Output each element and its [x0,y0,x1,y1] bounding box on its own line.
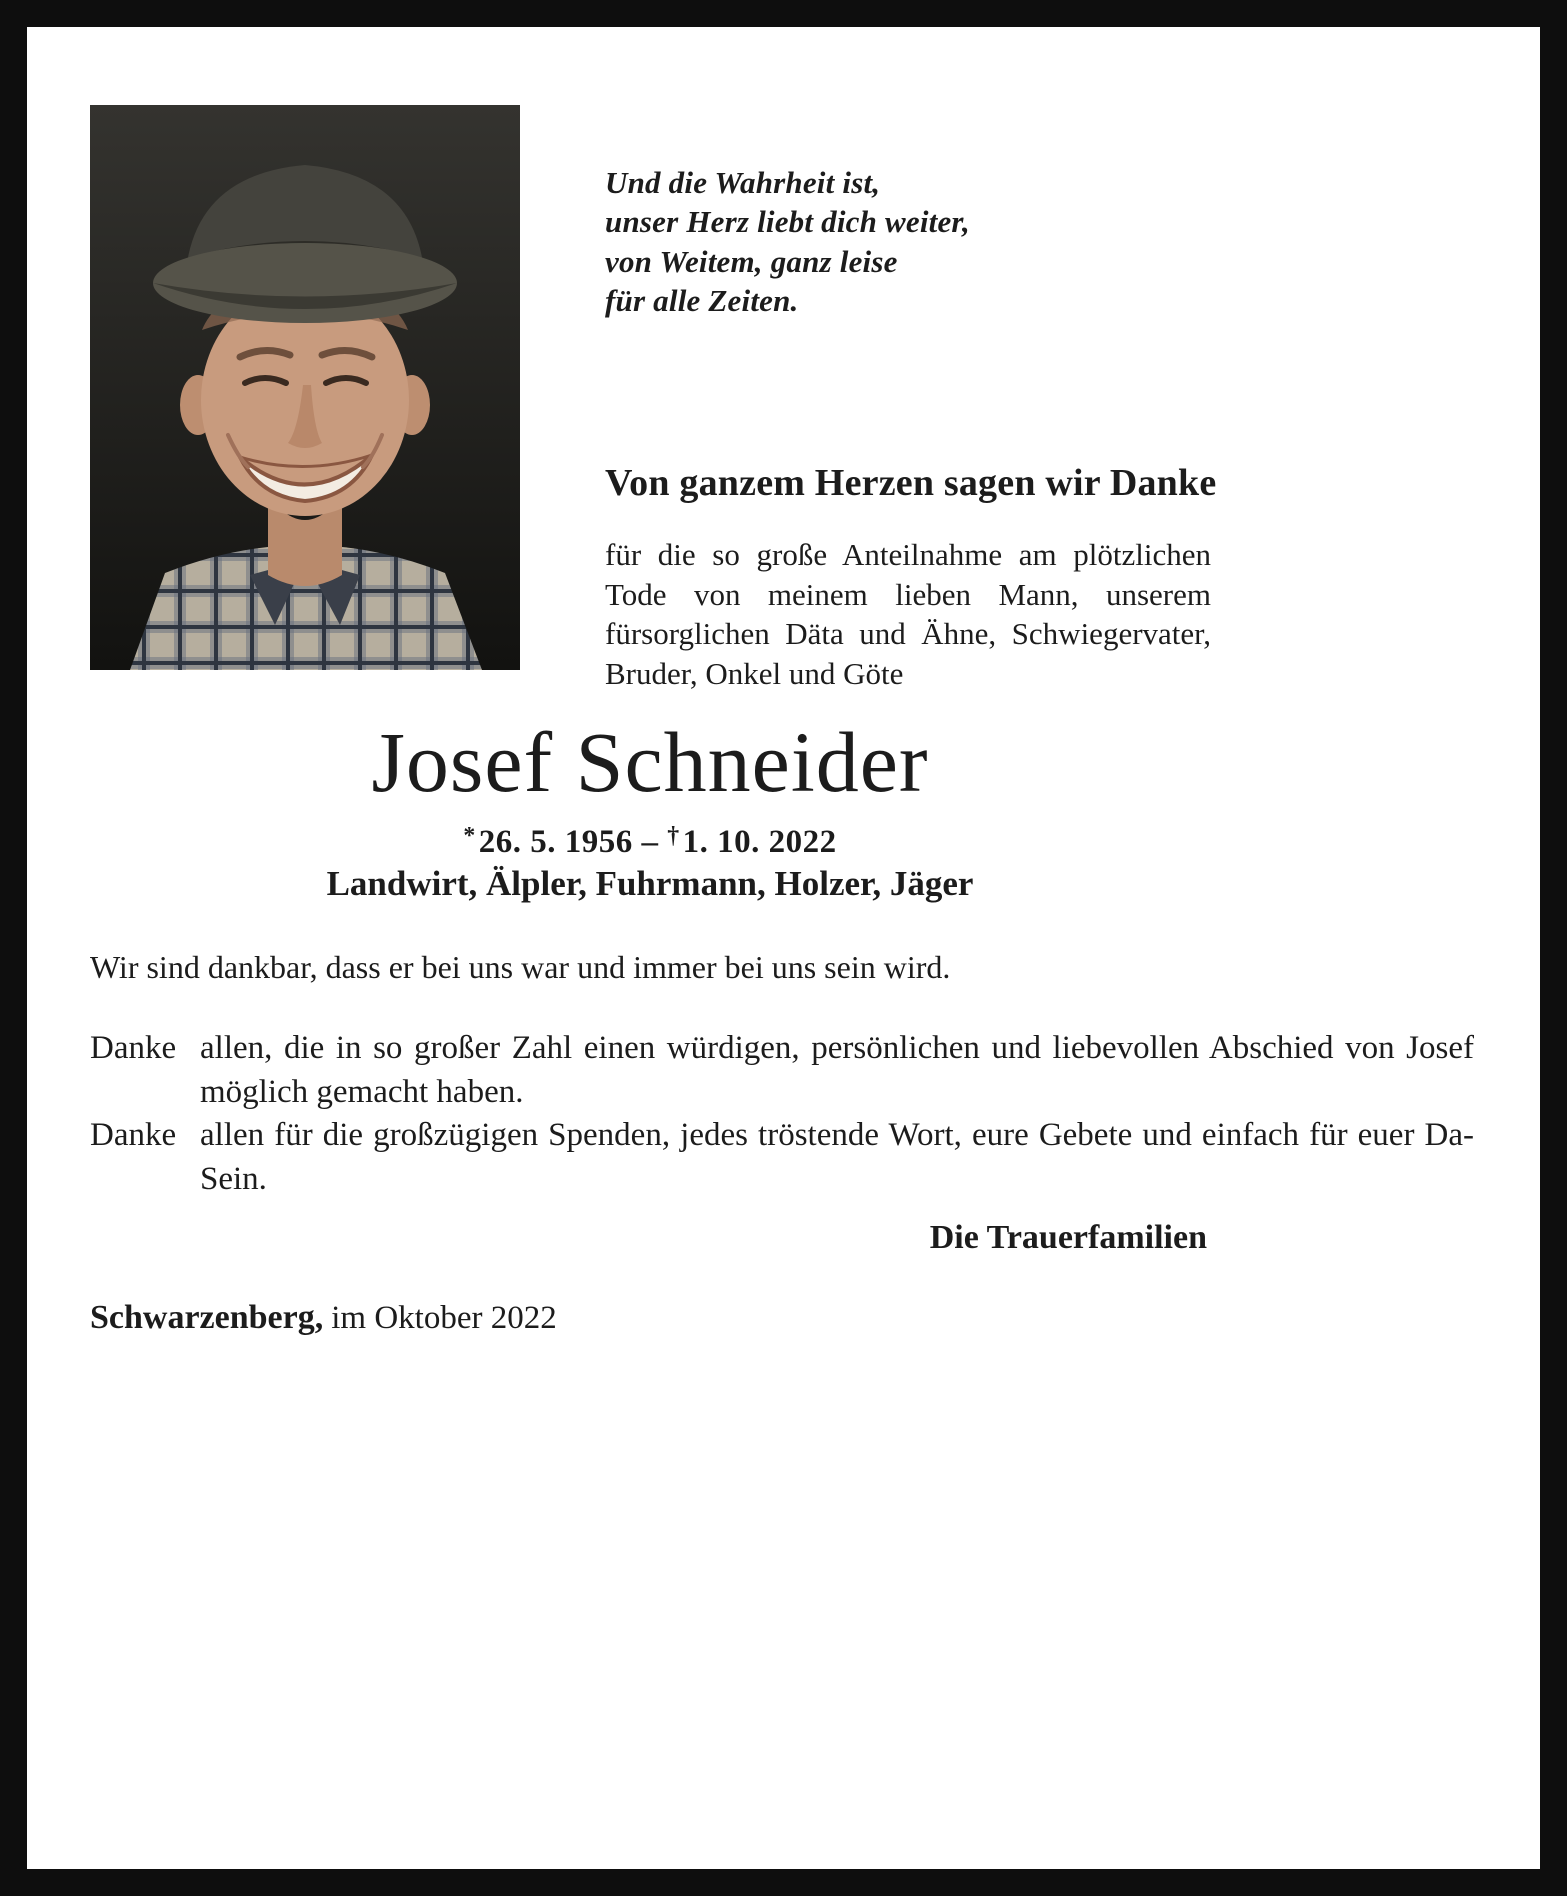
thanks-heading: Von ganzem Herzen sagen wir Danke [605,462,1217,504]
portrait-photo [90,105,520,670]
birth-date: 26. 5. 1956 [478,824,633,861]
obituary-sheet [27,27,1540,1869]
thanks-paragraph: für die so große Anteilnahme am plötzlichen Tode von meinem lieben Mann, unserem fürsorglichen Däta und Ähne, Schwiegervater, Bruder, Onkel und Göte [605,537,1211,692]
poem-line: für alle Zeiten. [605,283,799,319]
mourning-families-signature: Die Trauerfamilien [929,1219,1207,1256]
poem-line: Und die Wahrheit ist, [605,165,881,200]
portrait-illustration [90,105,520,670]
poem-line: von Weitem, ganz leise [605,243,898,279]
thanks-list [90,1027,1474,1201]
place-name: Schwarzenberg, [90,1299,324,1336]
place-date-line [90,1299,557,1337]
deceased-roles: Landwirt, Älpler, Fuhrmann, Holzer, Jäger [326,864,974,904]
deceased-name: Josef Schneider [371,714,929,810]
birth-star-symbol: * [463,823,476,850]
date-separator: – [641,824,659,861]
thanks-item [90,1114,1474,1201]
thanks-item-text: allen für die großzügigen Spenden, jedes tröstende Wort, eure Gebete und einfach für euer Da-Sein. [200,1117,1474,1197]
thanks-item-text: allen, die in so großer Zahl einen würdigen, persönlichen und liebevollen Abschied von Josef möglich gemacht haben. [200,1030,1474,1110]
thanks-item-label: Danke [90,1117,177,1154]
thanks-item-label: Danke [90,1030,177,1066]
deceased-header [90,714,1210,904]
thanks-item [90,1027,1474,1114]
death-date: 1. 10. 2022 [682,824,837,861]
poem [605,163,970,320]
date-text: im Oktober 2022 [331,1300,557,1336]
poem-line: unser Herz liebt dich weiter, [605,204,970,240]
gratitude-line: Wir sind dankbar, dass er bei uns war und immer bei uns sein wird. [90,949,951,985]
life-dates [90,823,1210,861]
death-cross-symbol: † [667,823,680,850]
